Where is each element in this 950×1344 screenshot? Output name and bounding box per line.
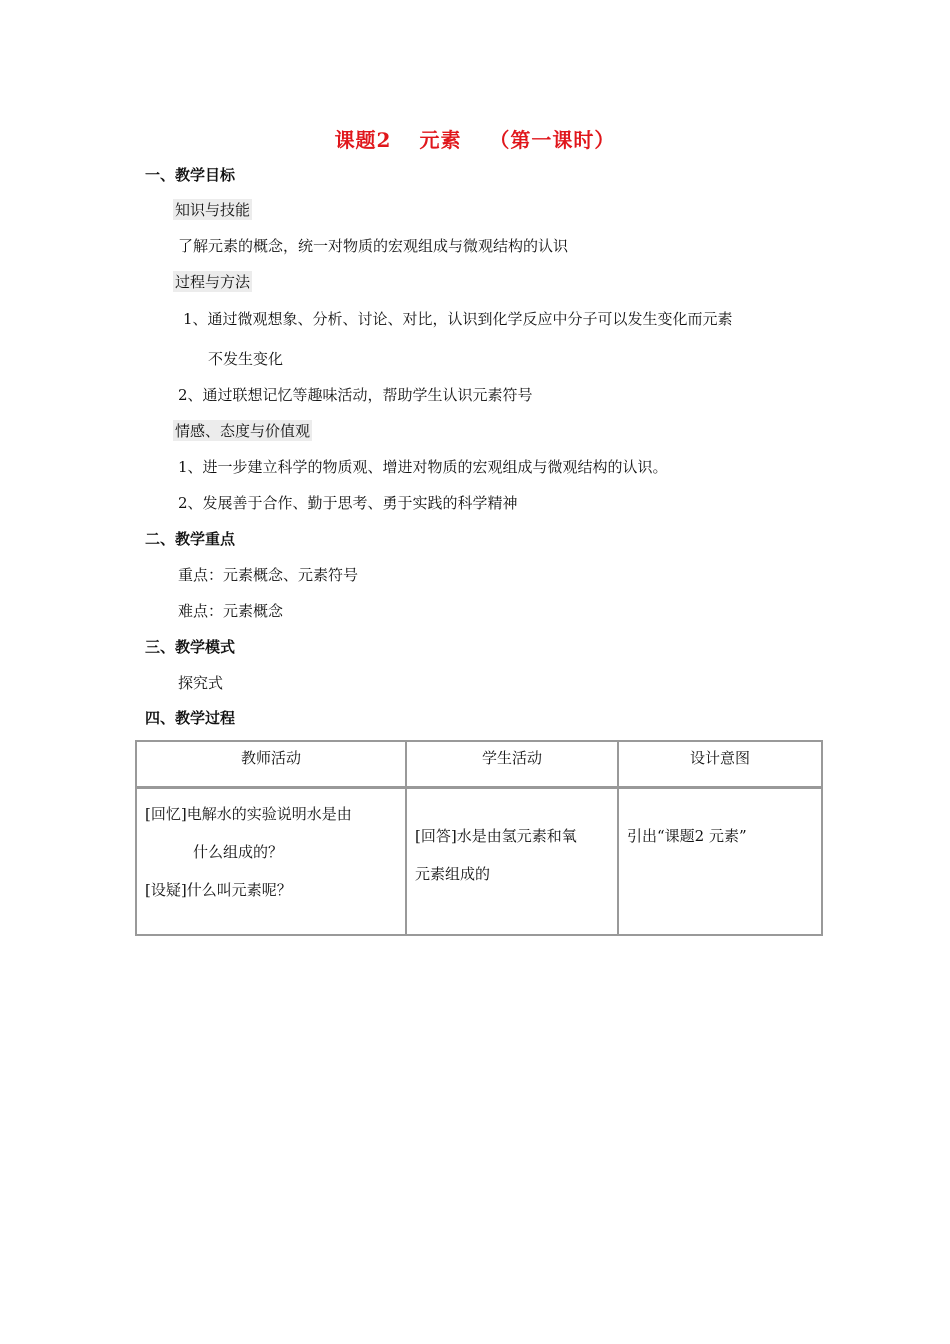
teacher-line-3: [设疑]什么叫元素呢？ <box>145 881 292 899</box>
teacher-line-2: 什么组成的？ <box>193 843 284 861</box>
subheading-emotion: 情感、态度与价值观 <box>175 422 311 440</box>
heading-mode: 三、教学模式 <box>145 638 236 656</box>
emotion-item-1: 1、进一步建立科学的物质观、增进对物质的宏观组成与微观结构的认识。 <box>178 458 668 476</box>
teaching-process-table <box>135 740 823 936</box>
process-item-1a: 1、通过微观想象、分析、讨论、对比，认识到化学反应中分子可以发生变化而元素 <box>183 310 733 328</box>
header-teacher: 教师活动 <box>136 741 406 788</box>
process-item-2: 2、通过联想记忆等趣味活动，帮助学生认识元素符号 <box>178 386 533 404</box>
key-difficulty: 难点：元素概念 <box>178 602 284 620</box>
heading-process: 四、教学过程 <box>145 709 236 727</box>
cell-teacher <box>136 788 406 936</box>
page-title <box>0 124 950 153</box>
process-item-1b: 不发生变化 <box>208 350 284 368</box>
intent-text: 引出“课题2 元素” <box>627 827 747 845</box>
student-line-2: 元素组成的 <box>415 865 491 883</box>
cell-student <box>406 788 618 936</box>
subheading-process-method: 过程与方法 <box>175 273 251 291</box>
heading-key-points: 二、教学重点 <box>145 530 236 548</box>
header-intent: 设计意图 <box>618 741 822 788</box>
cell-intent <box>618 788 822 936</box>
knowledge-text: 了解元素的概念，统一对物质的宏观组成与微观结构的认识 <box>178 237 569 255</box>
subheading-knowledge: 知识与技能 <box>175 201 251 219</box>
header-student: 学生活动 <box>406 741 618 788</box>
teacher-line-1: [回忆]电解水的实验说明水是由 <box>145 805 352 823</box>
table-row <box>136 788 822 936</box>
heading-goals: 一、教学目标 <box>145 166 236 184</box>
table-header-row <box>136 741 822 788</box>
mode-text: 探究式 <box>178 674 224 692</box>
emotion-item-2: 2、发展善于合作、勤于思考、勇于实践的科学精神 <box>178 494 518 512</box>
title-part-1: 课题2 <box>334 128 392 152</box>
student-line-1: [回答]水是由氢元素和氧 <box>415 827 577 845</box>
title-part-3: （第一课时） <box>489 128 616 152</box>
title-part-2: 元素 <box>419 128 462 152</box>
key-focus: 重点：元素概念、元素符号 <box>178 566 359 584</box>
